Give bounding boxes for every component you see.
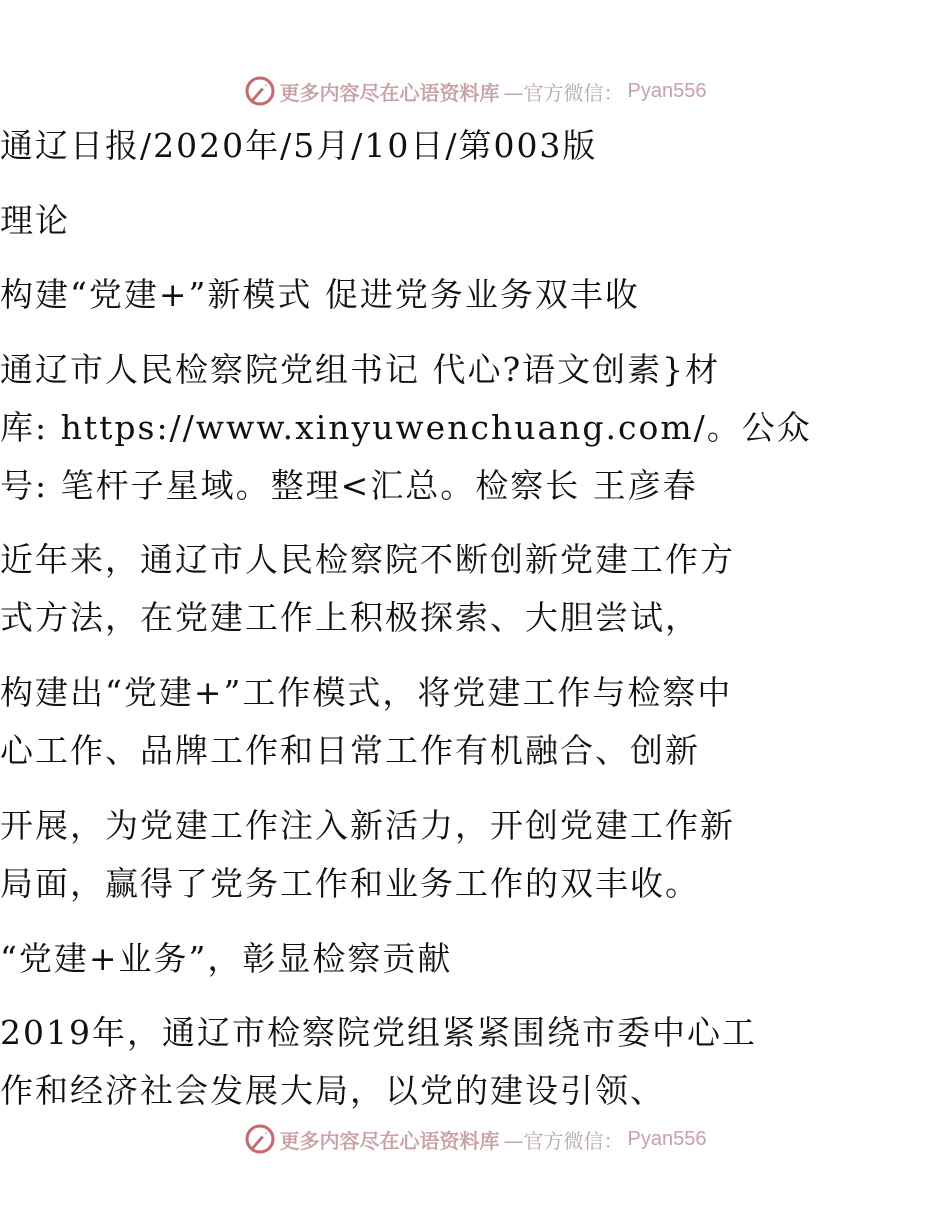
watermark-banner-top xyxy=(0,71,950,111)
paragraph-line: 局面，赢得了党务工作和业务工作的双丰收。 xyxy=(0,864,700,903)
document-source-line: 通辽日报/2020年/5月/10日/第003版 xyxy=(0,126,598,165)
document-section-label: 理论 xyxy=(0,201,70,240)
watermark-text: 更多内容尽在心语资料库 xyxy=(279,80,500,105)
watermark-wechat-id: Pyan556 xyxy=(627,79,707,102)
paragraph-line: 式方法，在党建工作上积极探索、大胆尝试， xyxy=(0,598,700,637)
watermark-text: 更多内容尽在心语资料库 xyxy=(279,1128,500,1153)
watermark-separator: —官方微信： xyxy=(503,1128,624,1153)
subheading: “党建+业务”，彰显检察贡献 xyxy=(0,939,453,978)
watermark-banner-bottom xyxy=(0,1119,950,1159)
paragraph-line: 2019年，通辽市检察院党组紧紧围绕市委中心工 xyxy=(0,1013,757,1052)
document-byline: 通辽市人民检察院党组书记 代心?语文创素}材 xyxy=(0,350,721,389)
watermark-wechat-id: Pyan556 xyxy=(627,1127,707,1150)
pen-logo-icon xyxy=(244,75,276,107)
watermark-separator: —官方微信： xyxy=(503,80,624,105)
document-headline: 构建“党建+”新模式 促进党务业务双丰收 xyxy=(0,275,640,314)
document-byline: 号: 笔杆子星域。整理<汇总。检察长 王彦春 xyxy=(0,466,698,505)
paragraph-line: 近年来，通辽市人民检察院不断创新党建工作方 xyxy=(0,540,735,579)
paragraph-line: 作和经济社会发展大局，以党的建设引领、 xyxy=(0,1071,665,1110)
document-byline: 库: https://www.xinyuwenchuang.com/。公众 xyxy=(0,408,812,447)
paragraph-line: 心工作、品牌工作和日常工作有机融合、创新 xyxy=(0,731,700,770)
paragraph-line: 构建出“党建+”工作模式，将党建工作与检察中 xyxy=(0,673,733,712)
paragraph-line: 开展，为党建工作注入新活力，开创党建工作新 xyxy=(0,806,735,845)
pen-logo-icon xyxy=(244,1123,276,1155)
